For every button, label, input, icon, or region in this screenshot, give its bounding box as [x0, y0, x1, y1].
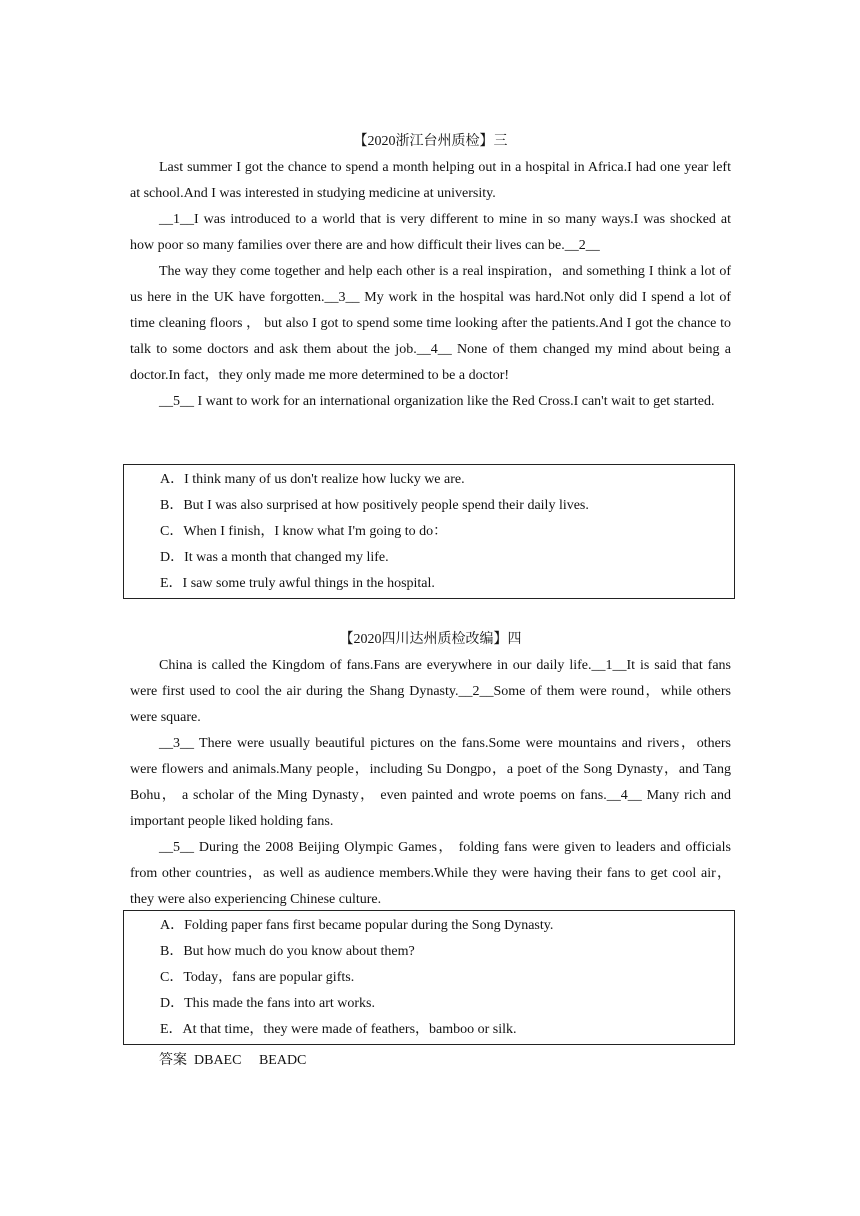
answer-key: 答案 DBAEC BEADC [159, 1053, 307, 1068]
passage-1-paragraph-1: Last summer I got the chance to spend a month helping out in a hospital in Africa.I had one year left at school.And I was interested in studying medicine at university. [130, 160, 731, 201]
passage-2 [130, 627, 731, 913]
option-item: C．Today，fans are popular gifts. [160, 970, 355, 985]
passage-1-heading: 【2020浙江台州质检】三 [353, 134, 508, 149]
option-item: B．But how much do you know about them? [160, 944, 415, 959]
option-item: E．I saw some truly awful things in the hospital. [160, 576, 435, 591]
passage-2-heading: 【2020四川达州质检改编】四 [339, 632, 522, 647]
option-item: B．But I was also surprised at how positively people spend their daily lives. [160, 498, 589, 513]
option-item: E．At that time，they were made of feathers，bamboo or silk. [160, 1022, 517, 1037]
passage-2-paragraph-3: __5__ During the 2008 Beijing Olympic Games， folding fans were given to leaders and officials from other countries，as well as audience members.While they were having their fans to get cool air，they were also experiencing Chinese culture. [130, 840, 731, 907]
option-item: D．This made the fans into art works. [160, 996, 376, 1011]
passage-1-paragraph-3: The way they come together and help each other is a real inspiration，and something I think a lot of us here in the UK have forgotten.__3__ My work in the hospital was hard.Not only did I spend a lot of time cleaning floors ， but also I got to spend some time looking after the patients.And I got the chance to talk to some doctors and ask them about the job.__4__ None of them changed my mind about being a doctor.In fact，they only made me more determined to be a doctor! [130, 264, 731, 383]
option-item: A．Folding paper fans first became popular during the Song Dynasty. [160, 918, 554, 933]
passage-1-paragraph-4: __5__ I want to work for an international organization like the Red Cross.I can't wait to get started. [159, 394, 715, 409]
option-item: A．I think many of us don't realize how lucky we are. [160, 472, 465, 487]
passage-1 [130, 129, 731, 415]
option-item: D．It was a month that changed my life. [160, 550, 389, 565]
passage-2-paragraph-1: China is called the Kingdom of fans.Fans are everywhere in our daily life.__1__It is said that fans were first used to cool the air during the Shang Dynasty.__2__Some of them were round，while others were square. [130, 658, 731, 725]
passage-1-paragraph-2: __1__I was introduced to a world that is very different to mine in so many ways.I was shocked at how poor so many families over there are and how difficult their lives can be.__2__ [130, 212, 731, 253]
passage-2-options-box [123, 910, 735, 1045]
passage-2-paragraph-2: __3__ There were usually beautiful pictures on the fans.Some were mountains and rivers，others were flowers and animals.Many people，including Su Dongpo，a poet of the Song Dynasty，and Tang Bohu， a scholar of the Ming Dynasty， even painted and wrote poems on fans.__4__ Many rich and important people liked holding fans. [130, 736, 731, 829]
passage-1-options-box [123, 464, 735, 599]
option-item: C．When I finish，I know what I'm going to do： [160, 524, 448, 539]
